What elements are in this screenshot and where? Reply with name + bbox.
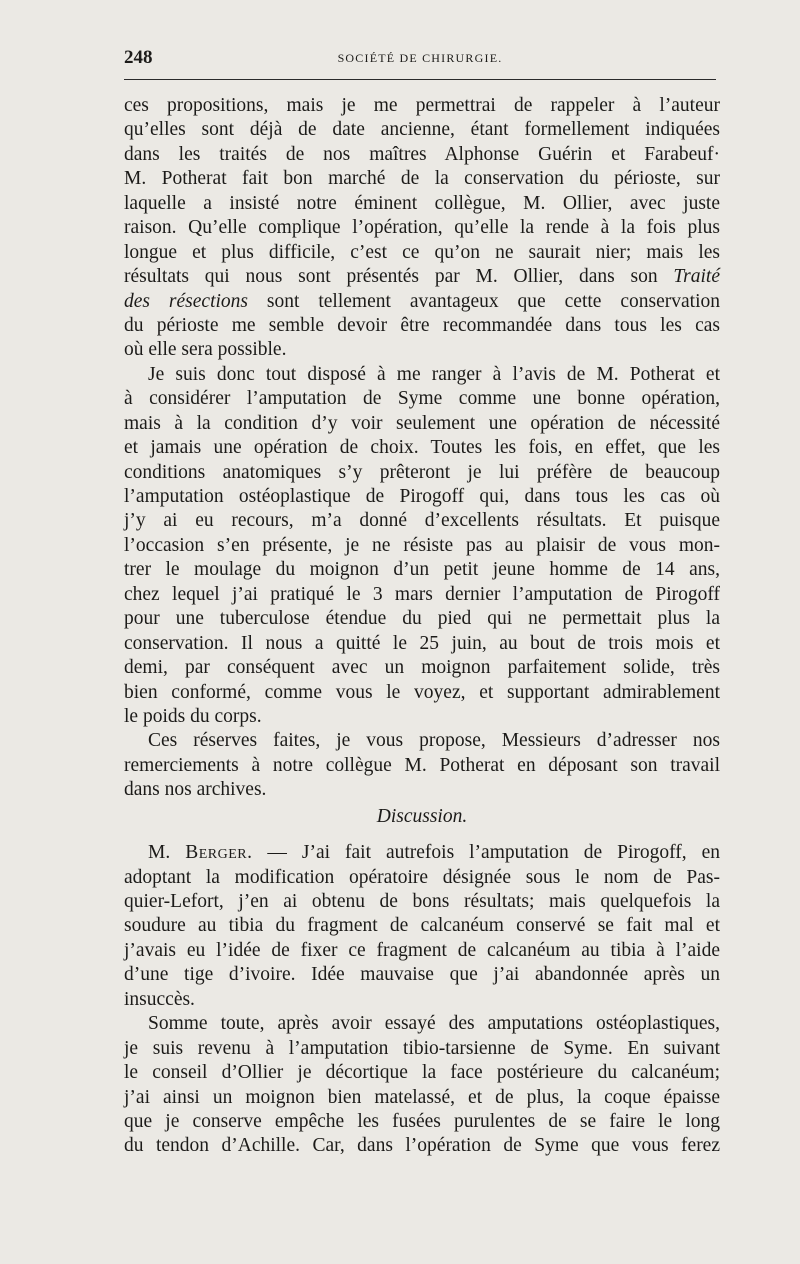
text-line: d’une tige d’ivoire. Idée mauvaise que j’ai abandonnée après un: [124, 964, 720, 986]
text-line: bien conformé, comme vous le voyez, et supportant admirablement: [124, 681, 720, 703]
text-run: sont tellement avantageux que cette conservation: [248, 290, 721, 312]
text-line: à considérer l’amputation de Syme comme une bonne opération,: [124, 388, 720, 410]
page-header: [124, 47, 716, 71]
text-line: ces propositions, mais je me permettrai de rappeler à l’auteur: [124, 95, 720, 116]
text-line: remerciements à notre collègue M. Potherat en déposant son travail: [124, 754, 720, 776]
text-line: raison. Qu’elle complique l’opération, qu’elle la rende à la fois plus: [124, 217, 720, 239]
text-line: laquelle a insisté notre éminent collègue, M. Ollier, avec juste: [124, 192, 720, 214]
text-line: [124, 841, 720, 865]
paragraph-3: [124, 729, 720, 802]
text-line: Je suis donc tout disposé à me ranger à l’avis de M. Potherat et: [148, 363, 720, 385]
body-text: [124, 94, 720, 1159]
paragraph-5: [124, 1012, 720, 1159]
text-line: Ces réserves faites, je vous propose, Messieurs d’adresser nos: [148, 730, 720, 752]
paragraph-1: [124, 94, 720, 363]
text-line: je suis revenu à l’amputation tibio-tarsienne de Syme. En suivant: [124, 1037, 720, 1059]
text-line: [124, 265, 720, 289]
text-line: j’y ai eu recours, m’a donné d’excellents résultats. Et puisque: [124, 510, 720, 532]
text-line: longue et plus difficile, c’est ce qu’on ne saurait nier; mais les: [124, 241, 720, 263]
text-line: chez lequel j’ai pratiqué le 3 mars dernier l’amputation de Pirogoff: [124, 583, 720, 605]
text-line: quier-Lefort, j’en ai obtenu de bons résultats; mais quelquefois la: [124, 891, 720, 912]
page-number: 248: [124, 47, 153, 68]
text-line: le poids du corps.: [124, 705, 262, 727]
running-title: SOCIÉTÉ DE CHIRURGIE.: [337, 51, 503, 65]
text-line: du tendon d’Achille. Car, dans l’opération de Syme que vous ferez: [124, 1135, 720, 1157]
paragraph-2: [124, 363, 720, 730]
text-line: mais à la condition d’y voir seulement une opération de nécessité: [124, 412, 720, 434]
book-title-italic: des résections: [124, 290, 248, 312]
text-line: j’avais eu l’idée de fixer ce fragment de calcanéum au tibia à l’aide: [124, 939, 720, 961]
text-line: et jamais une opération de choix. Toutes les fois, en effet, que les: [124, 437, 720, 459]
text-line: qu’elles sont déjà de date ancienne, étant formellement indiquées: [124, 119, 720, 141]
text-line: le conseil d’Ollier je décortique la face postérieure du calcanéum;: [124, 1062, 720, 1084]
text-line: conservation. Il nous a quitté le 25 juin, au bout de trois mois et: [124, 632, 720, 654]
text-line: du périoste me semble devoir être recommandée dans tous les cas: [124, 314, 720, 336]
text-line: demi, par conséquent avec un moignon parfaitement solide, très: [124, 657, 720, 679]
text-line: insuccès.: [124, 988, 195, 1010]
text-line: j’ai ainsi un moignon bien matelassé, et de plus, la coque épaisse: [124, 1086, 720, 1108]
discussion-heading: Discussion.: [376, 805, 468, 827]
text-line: conditions anatomiques s’y prêteront je lui préfère de beaucoup: [124, 461, 720, 483]
section-gap: [124, 829, 720, 841]
paragraph-4: [124, 841, 720, 1012]
speaker-prefix: M.: [148, 842, 186, 864]
text-line: dans nos archives.: [124, 779, 267, 801]
text-line: dans les traités de nos maîtres Alphonse Guérin et Farabeuf·: [124, 143, 720, 165]
text-line: M. Potherat fait bon marché de la conservation du périoste, sur: [124, 168, 720, 190]
text-line: Somme toute, après avoir essayé des amputations ostéoplastiques,: [148, 1013, 720, 1035]
text-line: [124, 290, 720, 314]
text-line: pour une tuberculose étendue du pied qui ne permettait plus la: [124, 608, 720, 630]
text-run: — J’ai fait autrefois l’amputation de Pirogoff, en: [252, 842, 720, 864]
header-rule: [124, 79, 716, 80]
speaker-name: Berger.: [185, 842, 253, 864]
text-run: résultats qui nous sont présentés par M. Ollier, dans son: [124, 266, 674, 288]
book-title-italic: Traité: [673, 266, 720, 288]
text-line: soudure au tibia du fragment de calcanéum conservé se fait mal et: [124, 915, 720, 937]
text-line: l’amputation ostéoplastique de Pirogoff qui, dans tous les cas où: [124, 486, 720, 507]
text-line: l’occasion s’en présente, je ne résiste pas au plaisir de vous mon-: [124, 534, 720, 556]
text-line: trer le moulage du moignon d’un petit jeune homme de 14 ans,: [124, 559, 720, 581]
text-line: adoptant la modification opératoire désignée sous le nom de Pas-: [124, 866, 720, 888]
text-line: où elle sera possible.: [124, 339, 287, 361]
text-line: que je conserve empêche les fusées purulentes de se faire le long: [124, 1110, 720, 1132]
